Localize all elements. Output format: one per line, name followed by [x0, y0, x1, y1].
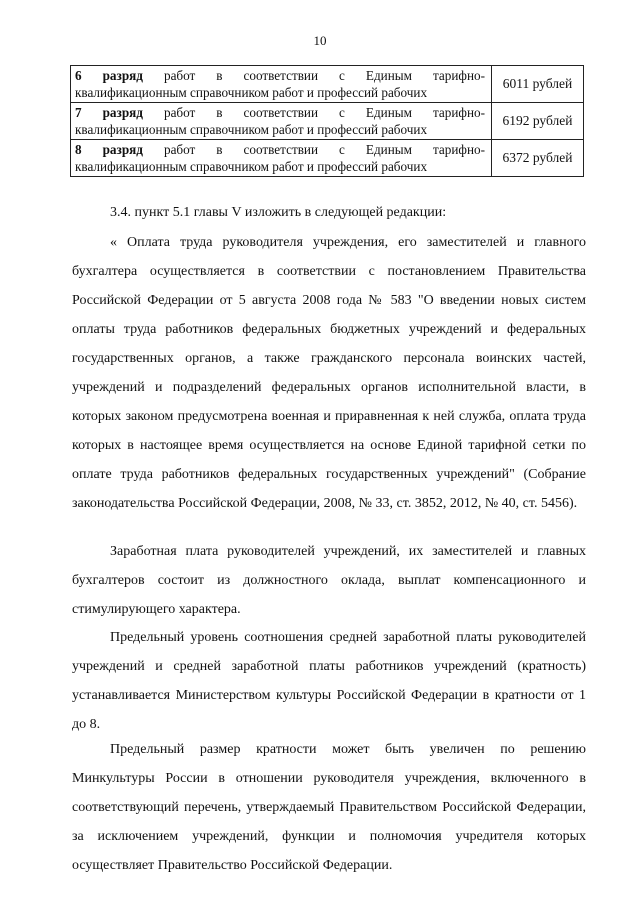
paragraph-ratio-limit: Предельный уровень соотношения средней заработной платы руководителей учреждений и средней заработной платы работников учреждений (кратность) устанавливается Министерством культуры Российской Федерации в кратности от 1 до 8. [72, 630, 586, 732]
salary-cell: 6192 рублей [492, 103, 584, 140]
description-text: квалификационным справочником работ и профессий рабочих [75, 159, 428, 174]
table-row [71, 103, 584, 140]
table-row [71, 140, 584, 177]
grade-label: 7 разряд [75, 105, 143, 120]
description-text: работ в соответствии с Единым тарифно- [163, 105, 485, 120]
paragraph-salary-composition: Заработная плата руководителей учреждений, их заместителей и главных бухгалтеров состоит из должностного оклада, выплат компенсационного и стимулирующего характера. [72, 544, 586, 617]
grade-label: 6 разряд [75, 68, 143, 83]
grade-description-cell [71, 103, 492, 140]
description-text: квалификационным справочником работ и профессий рабочих [75, 85, 428, 100]
paragraph-ratio-increase: Предельный размер кратности может быть увеличен по решению Минкультуры России в отношении руководителя учреждения, включенного в соответствующий перечень, утверждаемый Правительством Российской Федерации, за исключением учреждений, функции и полномочия учредителя которых осуществляет Правительство Российской Федерации. [72, 742, 586, 873]
paragraph-amendment-intro: 3.4. пункт 5.1 главы V изложить в следующей редакции: [110, 205, 447, 220]
paragraph-remuneration-rule: « Оплата труда руководителя учреждения, его заместителей и главного бухгалтера осуществляется в соответствии с постановлением Правительства Российской Федерации от 5 августа 2008 года № 583 "О введении новых систем оплаты труда работников федеральных бюджетных учреждений и федеральных государственных органов, а также гражданского персонала воинских частей, учреждений и подразделений федеральных органов исполнительной власти, в которых законом предусмотрена военная и приравненная к ней служба, оплата труда которых в настоящее время осуществляется на основе Единой тарифной сетки по оплате труда работников федеральных государственных учреждений" (Собрание законодательства Российской Федерации, 2008, № 33, ст. 3852, 2012, № 40, ст. 5456). [72, 235, 586, 511]
table-row [71, 66, 584, 103]
description-text: работ в соответствии с Единым тарифно- [163, 142, 485, 157]
salary-cell: 6372 рублей [492, 140, 584, 177]
grade-label: 8 разряд [75, 142, 143, 157]
description-text: работ в соответствии с Единым тарифно- [163, 68, 485, 83]
page-number: 10 [313, 33, 327, 48]
grade-description-cell [71, 140, 492, 177]
grade-description-cell [71, 66, 492, 103]
grade-salary-table [70, 65, 584, 177]
salary-cell: 6011 рублей [492, 66, 584, 103]
description-text: квалификационным справочником работ и профессий рабочих [75, 122, 428, 137]
